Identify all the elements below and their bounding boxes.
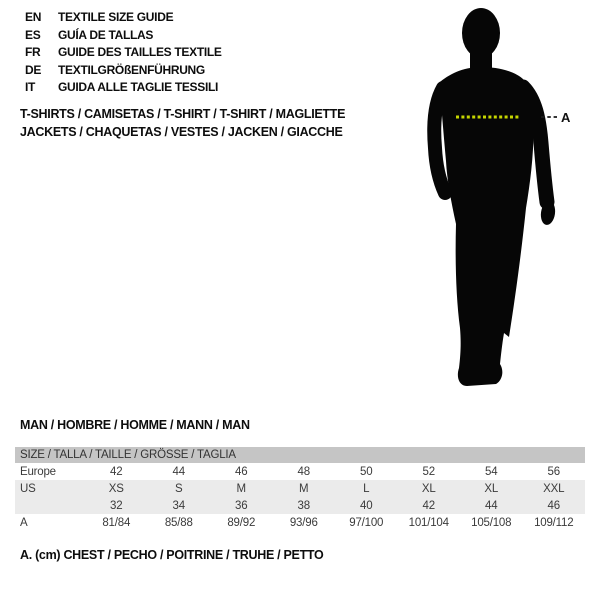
table-row-numeric: [15, 497, 585, 514]
language-code: DE: [25, 62, 42, 77]
table-cell: 32: [110, 499, 123, 512]
table-cell: 85/88: [164, 516, 193, 529]
language-code: EN: [25, 10, 42, 24]
table-cell: 48: [297, 465, 310, 478]
row-label: US: [20, 482, 36, 495]
size-table-header: [15, 447, 585, 463]
language-row: [25, 79, 222, 97]
silhouette-body: [440, 67, 534, 386]
table-cell: 42: [110, 465, 123, 478]
table-cell: 44: [485, 499, 498, 512]
table-cell: 105/108: [471, 516, 512, 529]
table-cell: 42: [422, 499, 435, 512]
section-heading-man: MAN / HOMBRE / HOMME / MANN / MAN: [20, 418, 250, 432]
table-cell: 109/112: [534, 516, 574, 529]
language-guide-title: GUIDA ALLE TAGLIE TESSILI: [58, 80, 219, 94]
man-silhouette: [434, 8, 556, 386]
measurement-footnote: A. (cm) CHEST / PECHO / POITRINE / TRUHE / PETTO: [20, 548, 324, 562]
table-cell: M: [299, 482, 309, 495]
table-row-europe: [15, 463, 585, 480]
language-guide-title: GUIDE DES TAILLES TEXTILE: [58, 45, 222, 59]
language-row: [25, 9, 222, 27]
table-cell: 93/96: [289, 516, 318, 529]
table-cell: XXL: [543, 482, 565, 495]
category-line-tshirts: T-SHIRTS / CAMISETAS / T-SHIRT / T-SHIRT / MAGLIETTE: [20, 107, 346, 121]
language-guide-title: TEXTILE SIZE GUIDE: [58, 10, 174, 24]
table-cell: 56: [547, 465, 560, 478]
language-code: ES: [25, 27, 41, 42]
language-code: IT: [25, 80, 36, 94]
table-cell: 44: [172, 465, 185, 478]
table-cell: XL: [421, 482, 436, 495]
table-cell: XL: [484, 482, 499, 495]
table-cell: XS: [108, 482, 124, 495]
table-cell: 54: [485, 465, 498, 478]
language-guide-list: [25, 9, 222, 97]
table-row-us: [15, 480, 585, 497]
size-table: [15, 447, 585, 531]
language-code: FR: [25, 45, 41, 59]
table-cell: L: [363, 482, 370, 495]
table-cell: 50: [360, 465, 373, 478]
language-guide-title: TEXTILGRÖßENFÜHRUNG: [58, 62, 205, 77]
size-guide-figure: [405, 0, 600, 395]
table-cell: 89/92: [227, 516, 256, 529]
man-silhouette-svg: [405, 0, 600, 395]
language-row: [25, 27, 222, 45]
table-cell: 34: [172, 499, 185, 512]
measure-label-a: A: [561, 110, 571, 125]
table-cell: 38: [297, 499, 310, 512]
category-line-jackets: JACKETS / CHAQUETAS / VESTES / JACKEN / GIACCHE: [20, 125, 343, 139]
table-cell: 36: [235, 499, 248, 512]
row-label: A: [20, 516, 28, 529]
language-row: [25, 62, 222, 80]
size-table-header-label: SIZE / TALLA / TAILLE / GRÖSSE / TAGLIA: [20, 449, 236, 461]
garment-categories: [20, 105, 345, 141]
table-cell: 97/100: [349, 516, 384, 529]
language-row: [25, 44, 222, 62]
table-cell: 52: [422, 465, 435, 478]
table-cell: M: [236, 482, 246, 495]
table-cell: 101/104: [408, 516, 449, 529]
table-row-chest-a: [15, 514, 585, 531]
table-cell: S: [175, 482, 183, 495]
silhouette-left-arm: [434, 88, 445, 193]
table-cell: 40: [360, 499, 373, 512]
row-label: Europe: [20, 465, 56, 478]
language-guide-title: GUÍA DE TALLAS: [58, 27, 154, 42]
table-cell: 81/84: [102, 516, 131, 529]
table-cell: 46: [235, 465, 248, 478]
table-cell: 46: [547, 499, 560, 512]
